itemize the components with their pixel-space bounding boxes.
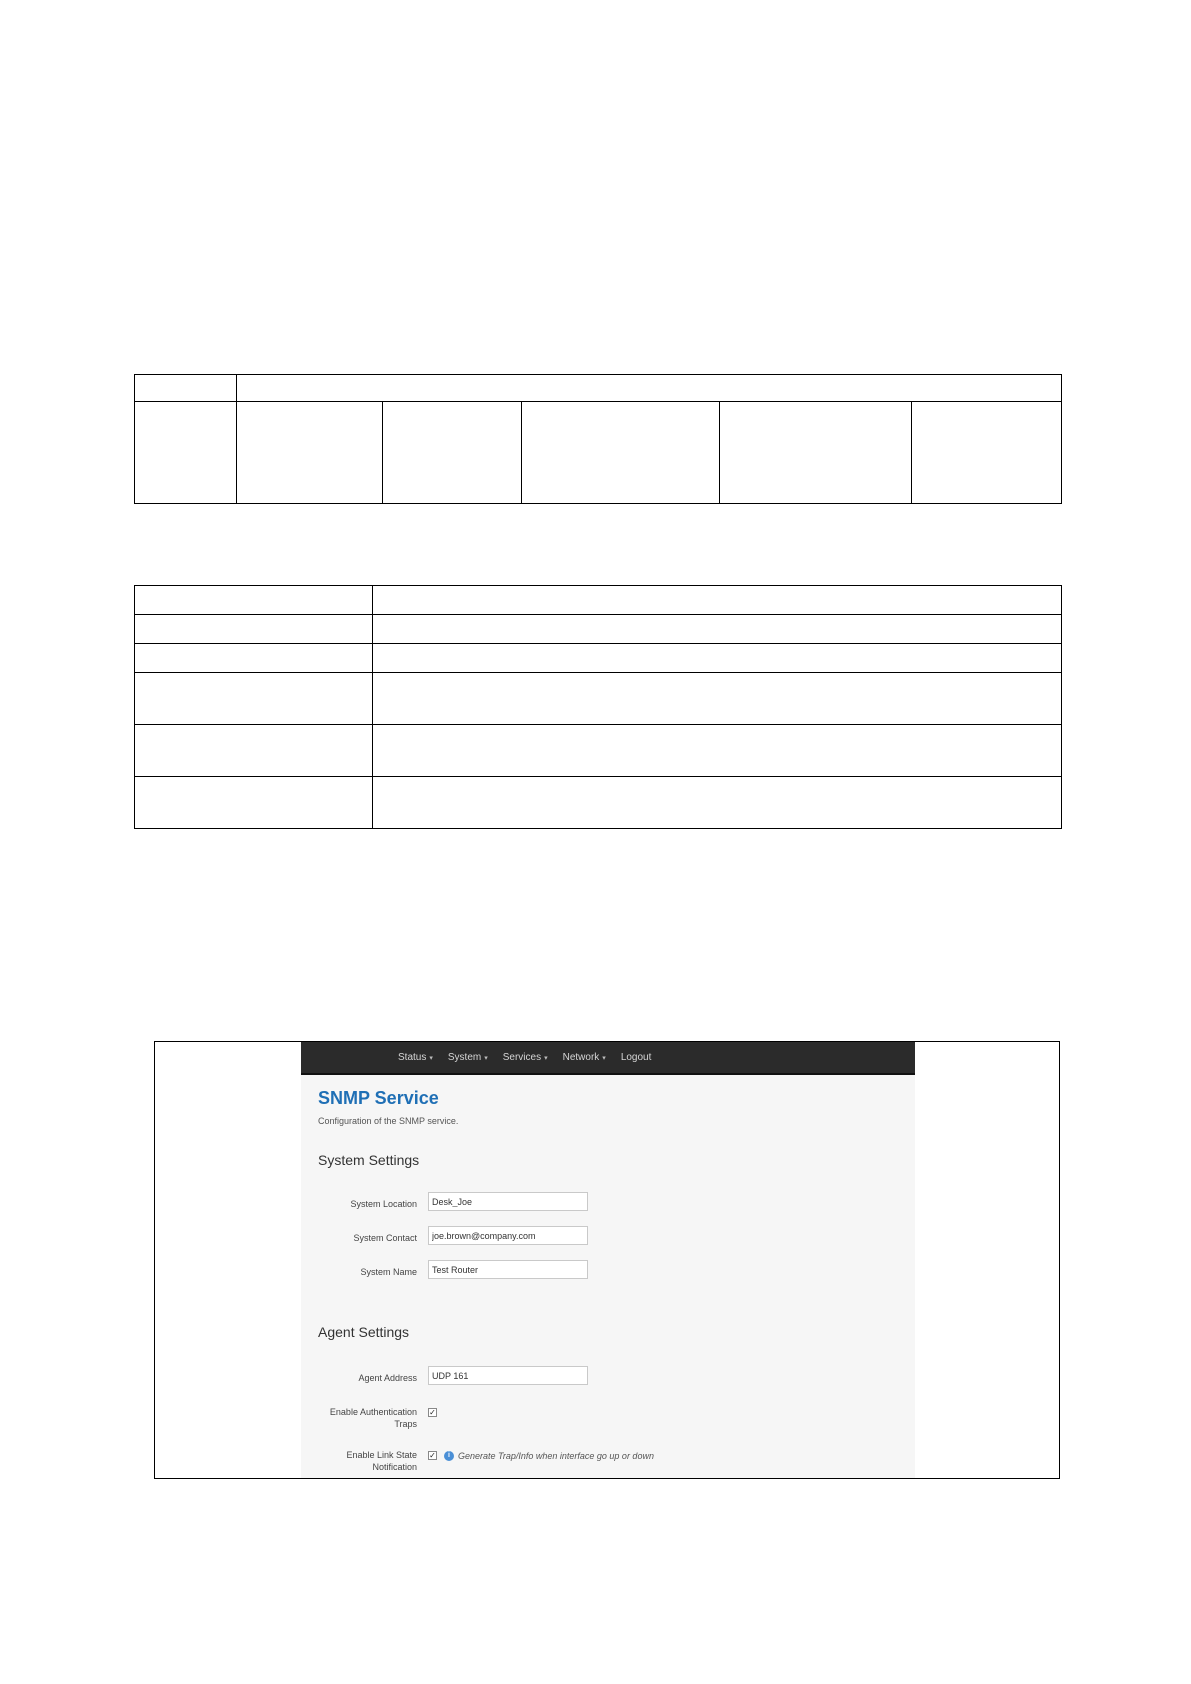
table2-cell (135, 725, 373, 777)
enable-auth-traps-label-line2: Traps (394, 1419, 417, 1429)
system-contact-label: System Contact (353, 1233, 417, 1243)
snmp-service-page (301, 1042, 915, 1478)
table1-cell (237, 402, 383, 504)
enable-auth-traps-label (330, 1406, 417, 1430)
agent-address-label: Agent Address (358, 1373, 417, 1383)
system-contact-input[interactable] (428, 1226, 588, 1245)
link-state-help-text: Generate Trap/Info when interface go up or down (458, 1451, 654, 1461)
table2-cell (135, 673, 373, 725)
screenshot-frame (154, 1041, 1060, 1479)
table1-header-cell-2 (237, 375, 1062, 402)
enable-auth-traps-label-line1: Enable Authentication (329, 1407, 417, 1417)
table1-cell (522, 402, 720, 504)
table1-cell (720, 402, 912, 504)
chevron-down-icon: ▾ (544, 1054, 548, 1062)
system-settings-heading: System Settings (318, 1152, 420, 1168)
table1-cell (135, 402, 237, 504)
system-name-input[interactable] (428, 1260, 588, 1279)
checkmark-icon: ✓ (429, 1451, 436, 1460)
table2-cell (373, 644, 1062, 673)
nav-status[interactable] (398, 1052, 433, 1063)
nav-system[interactable] (448, 1052, 488, 1063)
enable-link-state-label-line1: Enable Link State (346, 1450, 417, 1460)
agent-address-input[interactable] (428, 1366, 588, 1385)
enable-link-state-label-line2: Notification (372, 1462, 417, 1472)
table2-cell (373, 777, 1062, 829)
table1-cell (912, 402, 1062, 504)
table2-cell (135, 615, 373, 644)
nav-status-label: Status (398, 1052, 427, 1063)
table1-cell (383, 402, 522, 504)
system-location-label: System Location (350, 1199, 417, 1209)
table1-header-cell-1 (135, 375, 237, 402)
chevron-down-icon: ▾ (429, 1054, 433, 1062)
table2-cell (373, 586, 1062, 615)
page-description: Configuration of the SNMP service. (318, 1116, 459, 1126)
info-icon: i (444, 1451, 454, 1461)
system-name-label: System Name (360, 1267, 417, 1277)
nav-logout[interactable] (621, 1052, 652, 1063)
chevron-down-icon: ▾ (484, 1054, 488, 1062)
table2-cell (373, 615, 1062, 644)
table2-cell (373, 673, 1062, 725)
enable-link-state-checkbox[interactable] (428, 1451, 437, 1460)
nav-network-label: Network (562, 1052, 600, 1063)
nav-services[interactable] (503, 1052, 548, 1063)
page-title: SNMP Service (318, 1088, 439, 1108)
checkmark-icon: ✓ (429, 1408, 436, 1417)
nav-network[interactable] (563, 1052, 606, 1063)
nav-services-label: Services (502, 1052, 542, 1063)
table2-cell (135, 586, 373, 615)
system-location-input[interactable] (428, 1192, 588, 1211)
enable-link-state-label (346, 1449, 417, 1473)
agent-settings-heading: Agent Settings (318, 1324, 410, 1340)
top-navbar (301, 1042, 915, 1075)
enable-auth-traps-checkbox[interactable] (428, 1408, 437, 1417)
table2-cell (135, 777, 373, 829)
table2-cell (373, 725, 1062, 777)
nav-menu (398, 1042, 666, 1073)
empty-table-2 (134, 585, 1062, 829)
table2-cell (135, 644, 373, 673)
empty-table-1 (134, 374, 1062, 504)
chevron-down-icon: ▾ (602, 1054, 606, 1062)
nav-system-label: System (447, 1052, 482, 1063)
nav-logout-label: Logout (620, 1052, 652, 1063)
